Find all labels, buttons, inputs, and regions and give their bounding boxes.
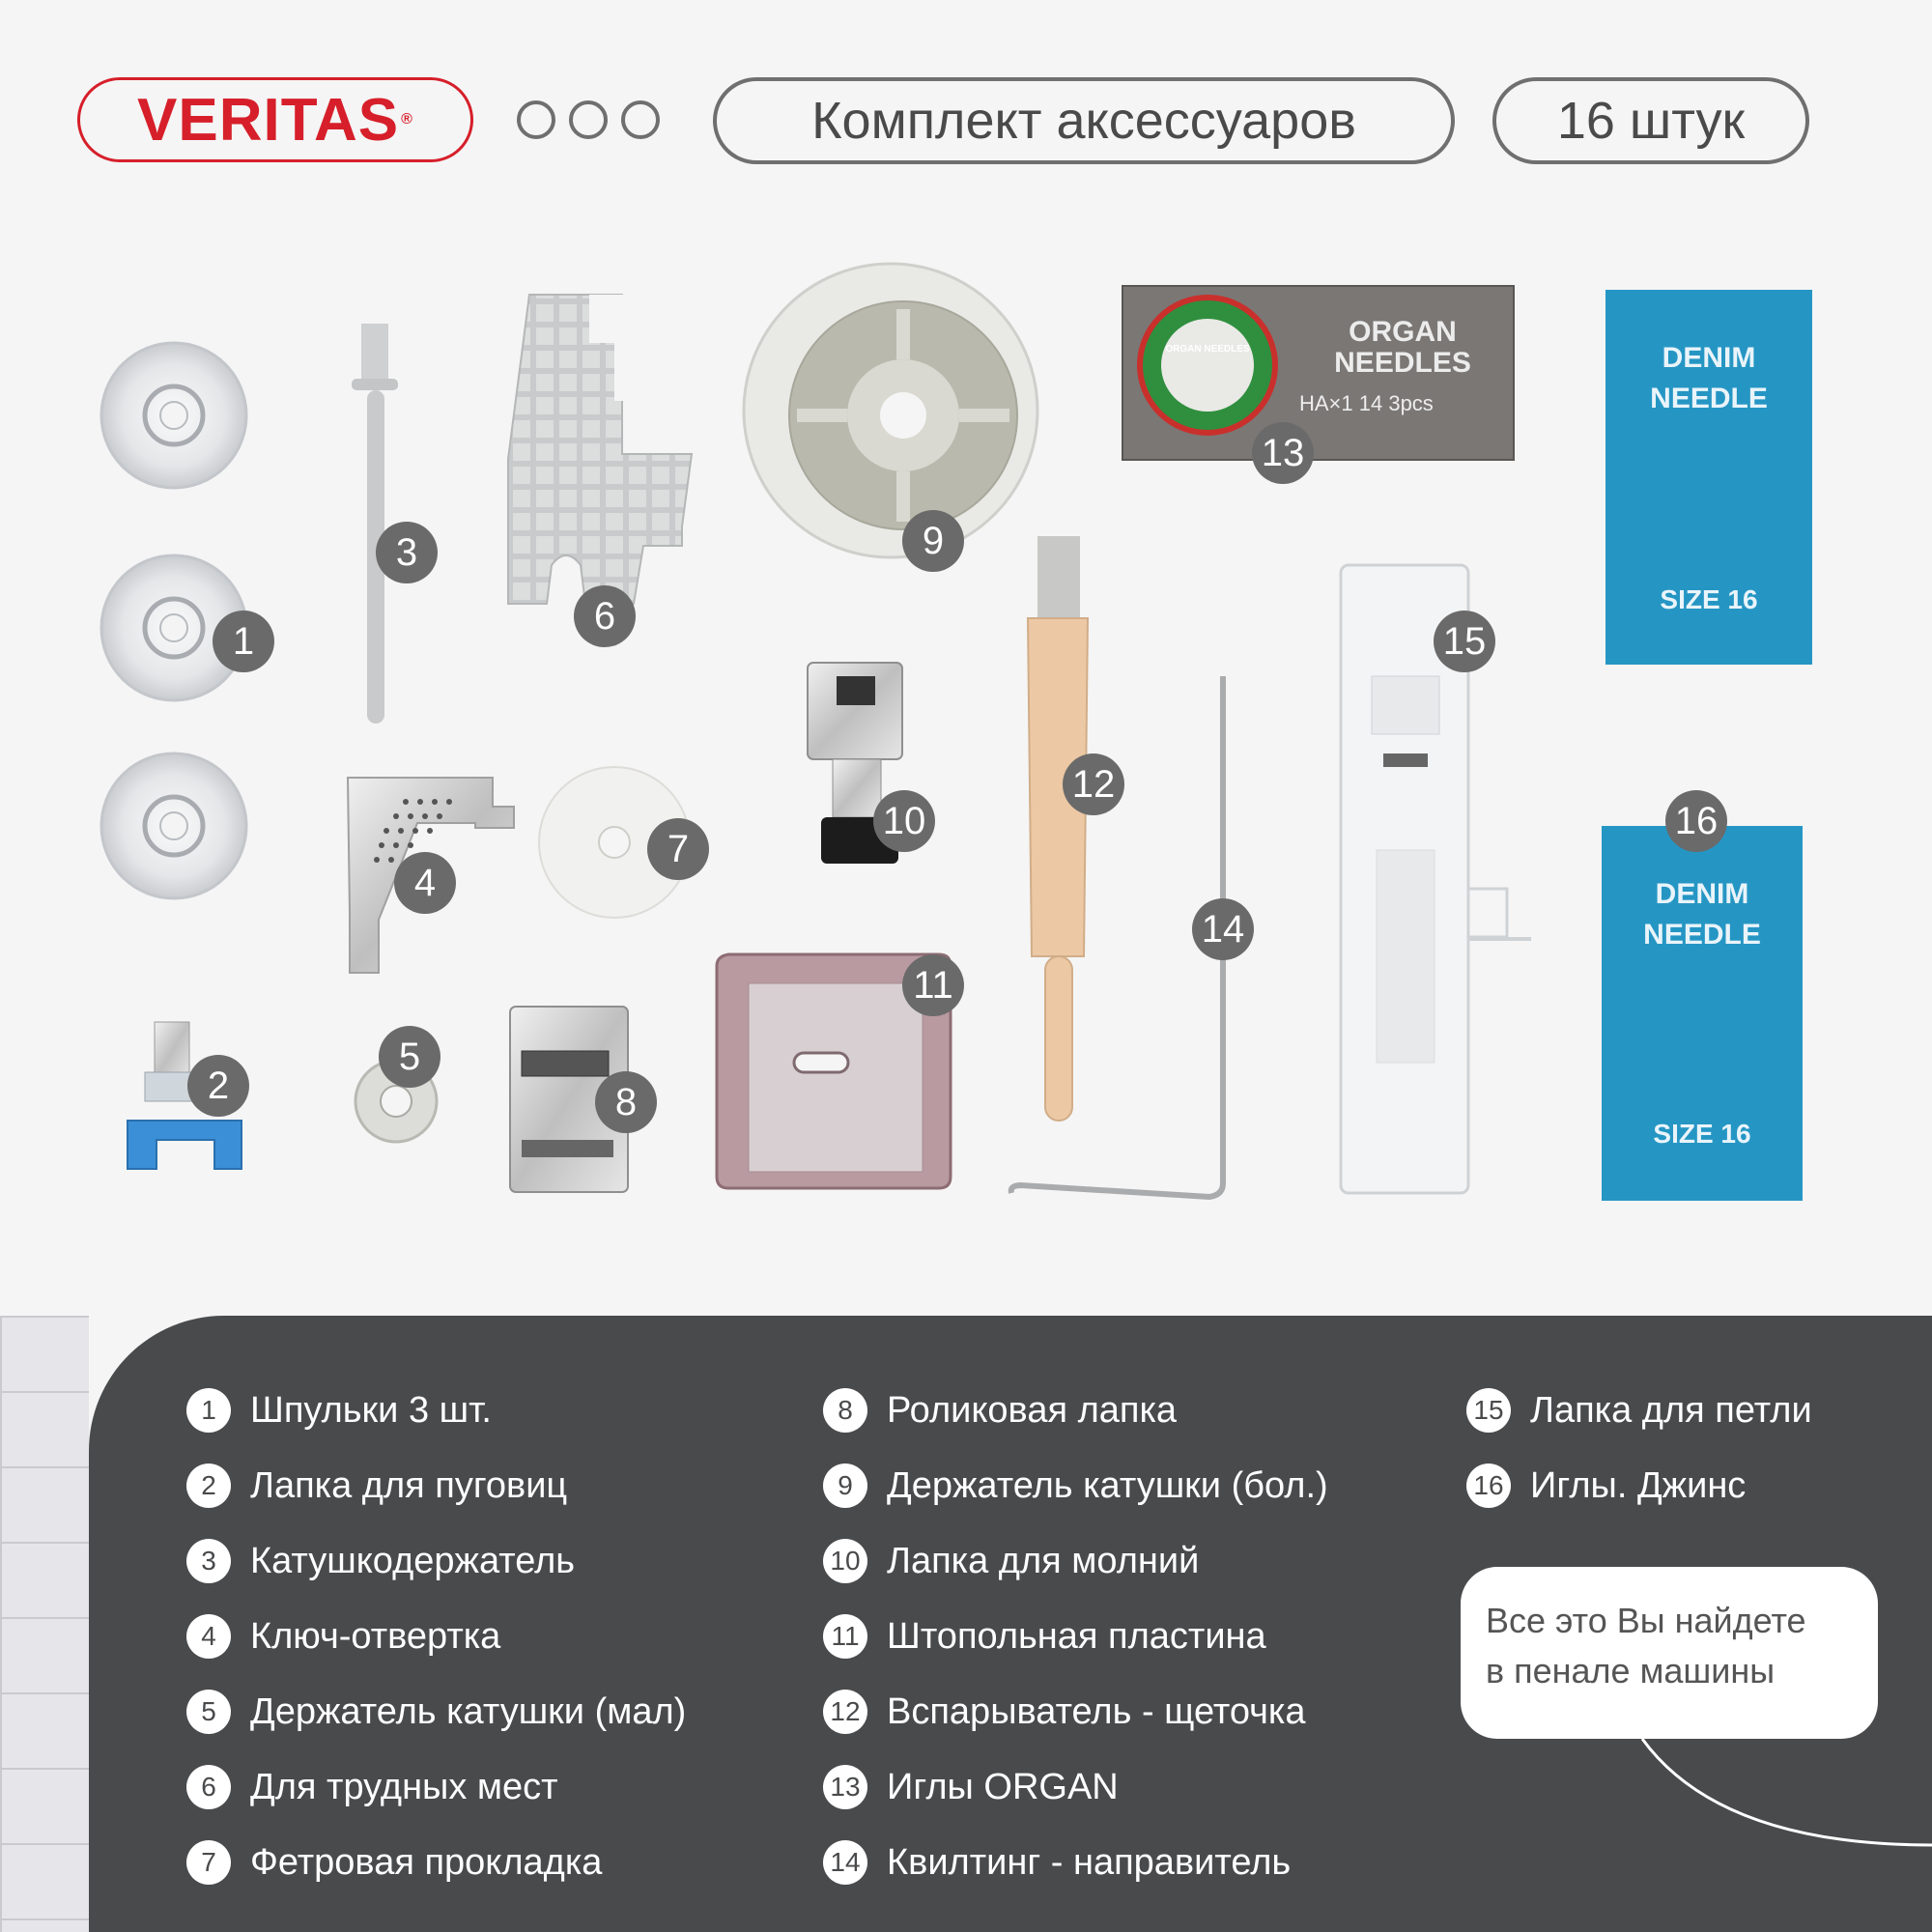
organ-pack-spec: HA×1 14 3pcs xyxy=(1299,391,1434,415)
denim-line2: NEEDLE xyxy=(1643,919,1761,951)
legend-number: 16 xyxy=(1466,1463,1511,1508)
legend-item xyxy=(1466,1381,1812,1439)
legend-item xyxy=(823,1607,1328,1665)
organ-pack-label xyxy=(1316,317,1490,379)
legend-item xyxy=(186,1758,686,1816)
organ-pack-brand: ORGAN NEEDLES xyxy=(1165,344,1250,355)
legend-label: Ключ-отвертка xyxy=(250,1615,501,1657)
legend-column-2 xyxy=(823,1381,1328,1891)
legend-item xyxy=(186,1833,686,1891)
grid-pattern-strip xyxy=(0,1316,89,1932)
legend-label: Иглы. Джинс xyxy=(1530,1464,1747,1506)
legend-number: 11 xyxy=(823,1614,867,1659)
marker-15: 15 xyxy=(1434,611,1495,672)
legend-number: 3 xyxy=(186,1539,231,1583)
legend-label: Квилтинг - направитель xyxy=(887,1841,1292,1883)
legend-label: Держатель катушки (бол.) xyxy=(887,1464,1328,1506)
legend-label: Катушкодержатель xyxy=(250,1540,576,1581)
legend-number: 15 xyxy=(1466,1388,1511,1433)
legend-label: Лапка для пуговиц xyxy=(250,1464,568,1506)
marker-12: 12 xyxy=(1063,753,1124,815)
legend-number: 7 xyxy=(186,1840,231,1885)
legend-number: 10 xyxy=(823,1539,867,1583)
legend-label: Фетровая прокладка xyxy=(250,1841,603,1883)
brand-name: VERITAS xyxy=(137,86,400,154)
marker-3: 3 xyxy=(376,522,438,583)
legend-label: Штопольная пластина xyxy=(887,1615,1266,1657)
denim-line1: DENIM xyxy=(1655,878,1749,910)
legend-item xyxy=(186,1457,686,1515)
legend-number: 14 xyxy=(823,1840,867,1885)
marker-6: 6 xyxy=(574,585,636,647)
denim-line2: NEEDLE xyxy=(1650,383,1768,414)
marker-5: 5 xyxy=(379,1026,440,1088)
denim-size-label-2: SIZE 16 xyxy=(1653,1119,1751,1149)
legend-column-3 xyxy=(1466,1381,1812,1515)
item-count-badge: 16 штук xyxy=(1492,77,1809,164)
legend-item xyxy=(186,1683,686,1741)
marker-4: 4 xyxy=(394,852,456,914)
denim-size-label: SIZE 16 xyxy=(1660,584,1758,614)
marker-14: 14 xyxy=(1192,898,1254,960)
legend-number: 1 xyxy=(186,1388,231,1433)
legend-item xyxy=(823,1532,1328,1590)
marker-13: 13 xyxy=(1252,422,1314,484)
legend-number: 12 xyxy=(823,1690,867,1734)
legend-number: 8 xyxy=(823,1388,867,1433)
legend-number: 5 xyxy=(186,1690,231,1734)
note-line-2: в пенале машины xyxy=(1486,1651,1776,1690)
denim-pack-label-2 xyxy=(1602,874,1803,955)
marker-1: 1 xyxy=(213,611,274,672)
marker-7: 7 xyxy=(647,818,709,880)
note-line-1: Все это Вы найдете xyxy=(1486,1601,1806,1640)
legend-number: 6 xyxy=(186,1765,231,1809)
marker-16: 16 xyxy=(1665,790,1727,852)
legend-item xyxy=(823,1381,1328,1439)
note-bubble xyxy=(1461,1567,1878,1739)
legend-item xyxy=(186,1381,686,1439)
marker-8: 8 xyxy=(595,1071,657,1133)
organ-pack-line2: NEEDLES xyxy=(1334,347,1471,379)
legend-item xyxy=(823,1457,1328,1515)
seam-ripper-brush-icon xyxy=(1028,536,1088,1121)
legend-number: 13 xyxy=(823,1765,867,1809)
marker-9: 9 xyxy=(902,510,964,572)
legend-number: 4 xyxy=(186,1614,231,1659)
legend-label: Роликовая лапка xyxy=(887,1389,1178,1431)
legend-item xyxy=(823,1683,1328,1741)
registered-mark: ® xyxy=(401,111,413,128)
bobbin-icon xyxy=(101,753,246,898)
denim-line1: DENIM xyxy=(1662,342,1756,374)
denim-pack-label xyxy=(1605,338,1812,419)
legend-item xyxy=(1466,1457,1812,1515)
legend-label: Вспарыватель - щеточка xyxy=(887,1690,1306,1732)
legend-item xyxy=(186,1532,686,1590)
buttonhole-foot-icon xyxy=(1341,565,1531,1193)
marker-11: 11 xyxy=(902,954,964,1016)
legend-label: Для трудных мест xyxy=(250,1766,558,1807)
marker-10: 10 xyxy=(873,790,935,852)
legend-label: Лапка для молний xyxy=(887,1540,1200,1581)
legend-number: 2 xyxy=(186,1463,231,1508)
legend-item xyxy=(186,1607,686,1665)
legend-label: Иглы ORGAN xyxy=(887,1766,1119,1807)
marker-2: 2 xyxy=(187,1055,249,1117)
spool-pin-icon xyxy=(352,324,398,724)
legend-label: Лапка для петли xyxy=(1530,1389,1812,1431)
legend-item xyxy=(823,1758,1328,1816)
organ-pack-line1: ORGAN xyxy=(1349,316,1457,348)
legend-label: Шпульки 3 шт. xyxy=(250,1389,492,1431)
bubble-tail-curve xyxy=(1507,1719,1932,1932)
bobbin-icon xyxy=(101,343,246,488)
page-title: Комплект аксессуаров xyxy=(713,77,1455,164)
hump-jumper-icon xyxy=(508,295,692,604)
legend-column-1 xyxy=(186,1381,686,1891)
legend-label: Держатель катушки (мал) xyxy=(250,1690,687,1732)
legend-number: 9 xyxy=(823,1463,867,1508)
legend-item xyxy=(823,1833,1328,1891)
large-spool-holder-icon xyxy=(744,264,1037,557)
